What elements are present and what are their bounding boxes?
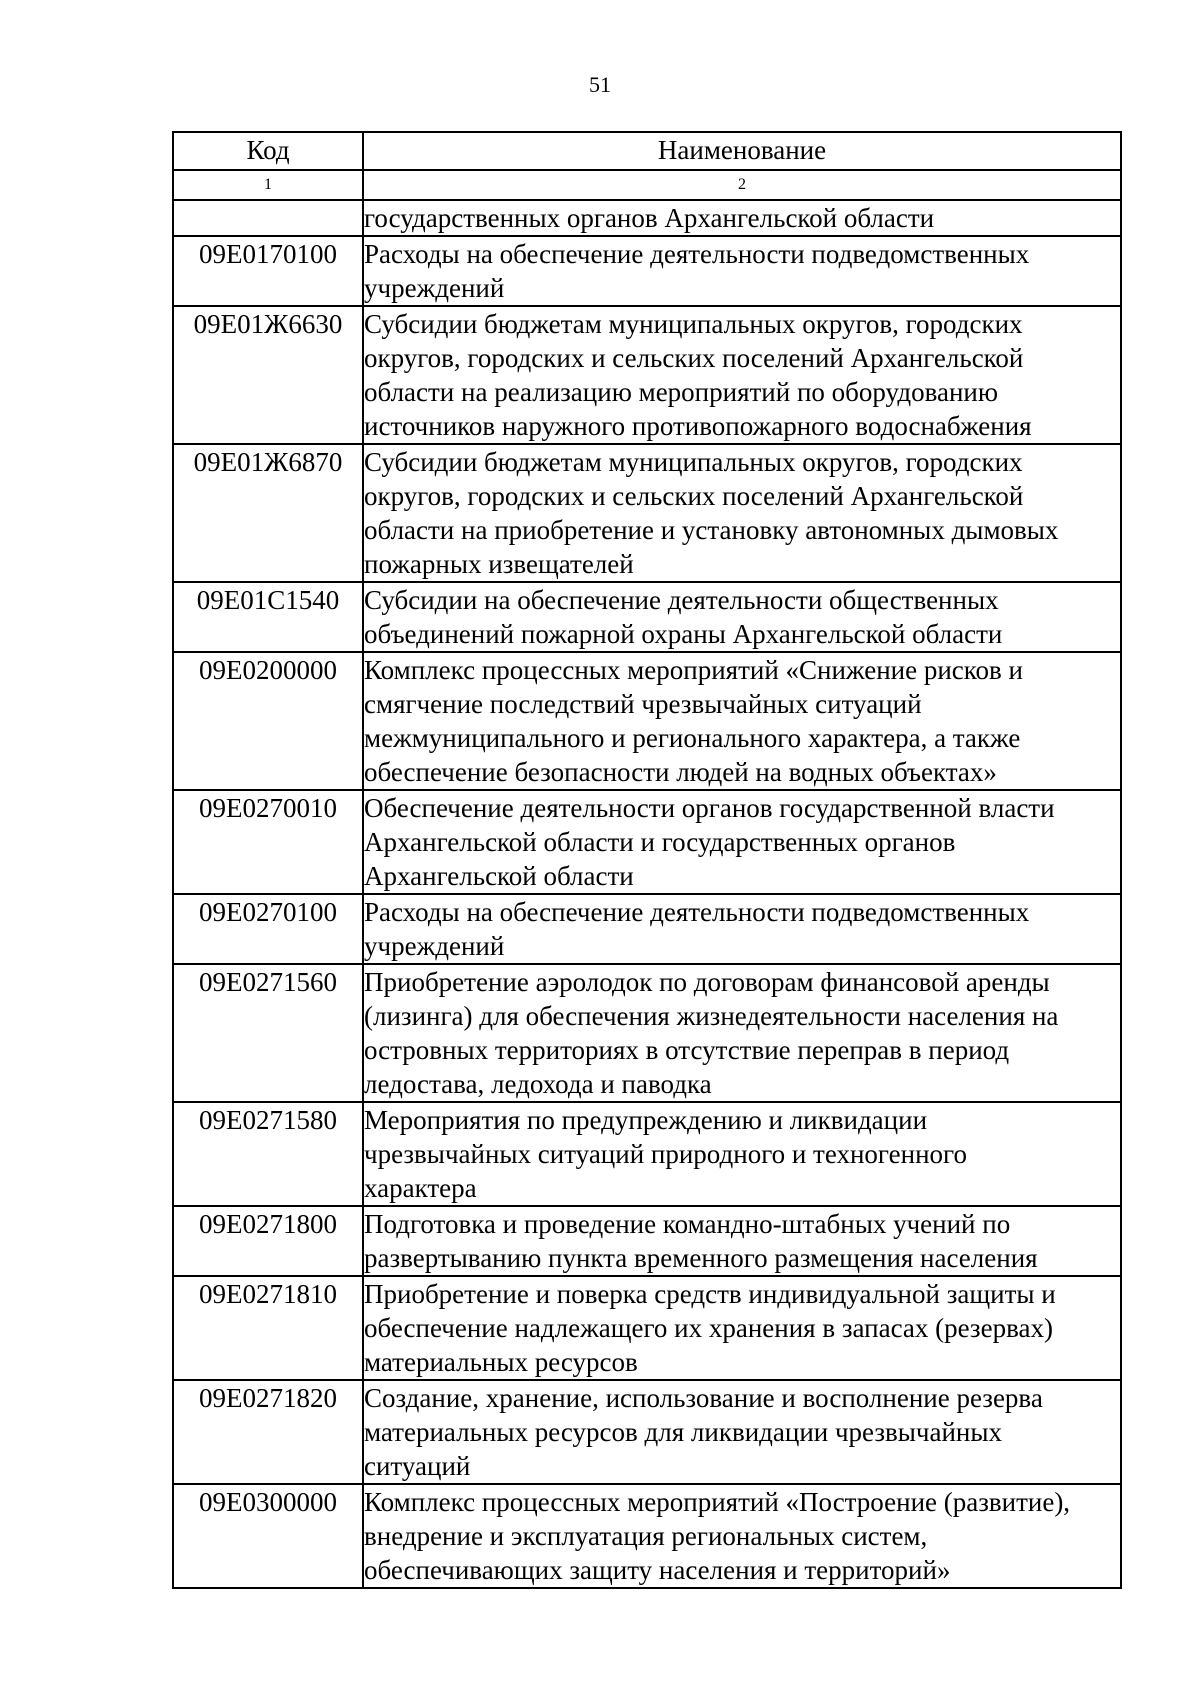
row-name-line: (лизинга) для обеспечения жизнедеятельности населения на: [364, 1001, 1059, 1031]
row-name-line: области на приобретение и установку автономных дымовых: [364, 515, 1059, 545]
row-name-line: развертыванию пункта временного размещения населения: [364, 1243, 1038, 1273]
row-name-line: объединений пожарной охраны Архангельской области: [364, 619, 1003, 649]
row-name-line: Архангельской области и государственных органов: [364, 827, 956, 857]
row-name-line: пожарных извещателей: [364, 549, 634, 579]
row-name-line: Субсидии бюджетам муниципальных округов, городских: [364, 309, 1023, 339]
row-name: [363, 1276, 1121, 1380]
row-name: [363, 236, 1121, 306]
row-name-line: характера: [364, 1173, 477, 1203]
header-code: Код: [173, 132, 363, 170]
row-name: [363, 582, 1121, 652]
row-name: [363, 1206, 1121, 1276]
row-name: [363, 652, 1121, 790]
table-body: [173, 200, 1121, 1588]
row-code: 09Е0271560: [173, 964, 363, 1102]
row-name-line: чрезвычайных ситуаций природного и техногенного: [364, 1139, 967, 1169]
row-name-line: ледостава, ледохода и паводка: [364, 1069, 712, 1099]
table-row: [173, 1484, 1121, 1588]
row-name-line: смягчение последствий чрезвычайных ситуаций: [364, 689, 922, 719]
row-code: 09Е0300000: [173, 1484, 363, 1588]
row-name-line: внедрение и эксплуатация региональных систем,: [364, 1521, 928, 1551]
row-name-line: межмуниципального и регионального характера, а также: [364, 723, 1021, 753]
row-name-line: Мероприятия по предупреждению и ликвидации: [364, 1105, 928, 1135]
row-name-line: Приобретение аэролодок по договорам финансовой аренды: [364, 967, 1050, 997]
row-name-line: обеспечение безопасности людей на водных объектах»: [364, 757, 997, 787]
row-code: 09Е01Ж6630: [173, 306, 363, 444]
row-name-line: ситуаций: [364, 1451, 471, 1481]
row-code: 09Е0270100: [173, 894, 363, 964]
row-code: [173, 200, 363, 236]
column-number-2: 2: [363, 170, 1121, 200]
row-name-line: области на реализацию мероприятий по оборудованию: [364, 377, 999, 407]
table-row: [173, 1380, 1121, 1484]
row-name-line: Субсидии бюджетам муниципальных округов, городских: [364, 447, 1023, 477]
table-row: [173, 582, 1121, 652]
table-row: [173, 306, 1121, 444]
row-name-line: островных территориях в отсутствие переправ в период: [364, 1035, 1010, 1065]
budget-code-table: [172, 131, 1122, 1589]
row-name: [363, 1484, 1121, 1588]
row-name-line: округов, городских и сельских поселений Архангельской: [364, 343, 1024, 373]
row-name: [363, 1380, 1121, 1484]
row-name-line: учреждений: [364, 273, 505, 303]
row-name-line: государственных органов Архангельской области: [364, 203, 935, 233]
row-name: [363, 894, 1121, 964]
row-name: [363, 1102, 1121, 1206]
row-name: [363, 964, 1121, 1102]
row-name: [363, 200, 1121, 236]
row-name: [363, 306, 1121, 444]
table-row: [173, 236, 1121, 306]
table-row: [173, 790, 1121, 894]
row-name-line: Комплекс процессных мероприятий «Снижение рисков и: [364, 655, 1023, 685]
table-row: [173, 894, 1121, 964]
table-row: [173, 964, 1121, 1102]
row-name-line: источников наружного противопожарного водоснабжения: [364, 411, 1032, 441]
row-code: 09Е01С1540: [173, 582, 363, 652]
row-code: 09Е0170100: [173, 236, 363, 306]
row-name-line: обеспечивающих защиту населения и территорий»: [364, 1555, 951, 1585]
row-name-line: Обеспечение деятельности органов государственной власти: [364, 793, 1055, 823]
row-code: 09Е0271580: [173, 1102, 363, 1206]
header-row: [173, 132, 1121, 170]
column-number-1: 1: [173, 170, 363, 200]
row-name-line: Архангельской области: [364, 861, 634, 891]
table-row: [173, 1276, 1121, 1380]
table-row: [173, 1102, 1121, 1206]
row-name-line: Расходы на обеспечение деятельности подведомственных: [364, 239, 1030, 269]
header-name: Наименование: [363, 132, 1121, 170]
row-name-line: Расходы на обеспечение деятельности подведомственных: [364, 897, 1030, 927]
row-code: 09Е0271810: [173, 1276, 363, 1380]
row-name-line: Приобретение и поверка средств индивидуальной защиты и: [364, 1279, 1056, 1309]
row-code: 09Е01Ж6870: [173, 444, 363, 582]
row-name-line: Подготовка и проведение командно-штабных учений по: [364, 1209, 1011, 1239]
row-name-line: Комплекс процессных мероприятий «Построение (развитие),: [364, 1487, 1071, 1517]
row-code: 09Е0270010: [173, 790, 363, 894]
column-number-row: [173, 170, 1121, 200]
row-name-line: Создание, хранение, использование и восполнение резерва: [364, 1383, 1043, 1413]
table-row: [173, 200, 1121, 236]
row-name-line: учреждений: [364, 931, 505, 961]
row-code: 09Е0200000: [173, 652, 363, 790]
row-name: [363, 790, 1121, 894]
table-row: [173, 1206, 1121, 1276]
row-name-line: обеспечение надлежащего их хранения в запасах (резервах): [364, 1313, 1053, 1343]
table-row: [173, 444, 1121, 582]
table-row: [173, 652, 1121, 790]
row-name: [363, 444, 1121, 582]
row-code: 09Е0271800: [173, 1206, 363, 1276]
row-code: 09Е0271820: [173, 1380, 363, 1484]
page-number: 51: [589, 72, 611, 97]
row-name-line: материальных ресурсов: [364, 1347, 638, 1377]
row-name-line: Субсидии на обеспечение деятельности общественных: [364, 585, 999, 615]
row-name-line: округов, городских и сельских поселений Архангельской: [364, 481, 1024, 511]
row-name-line: материальных ресурсов для ликвидации чрезвычайных: [364, 1417, 1003, 1447]
